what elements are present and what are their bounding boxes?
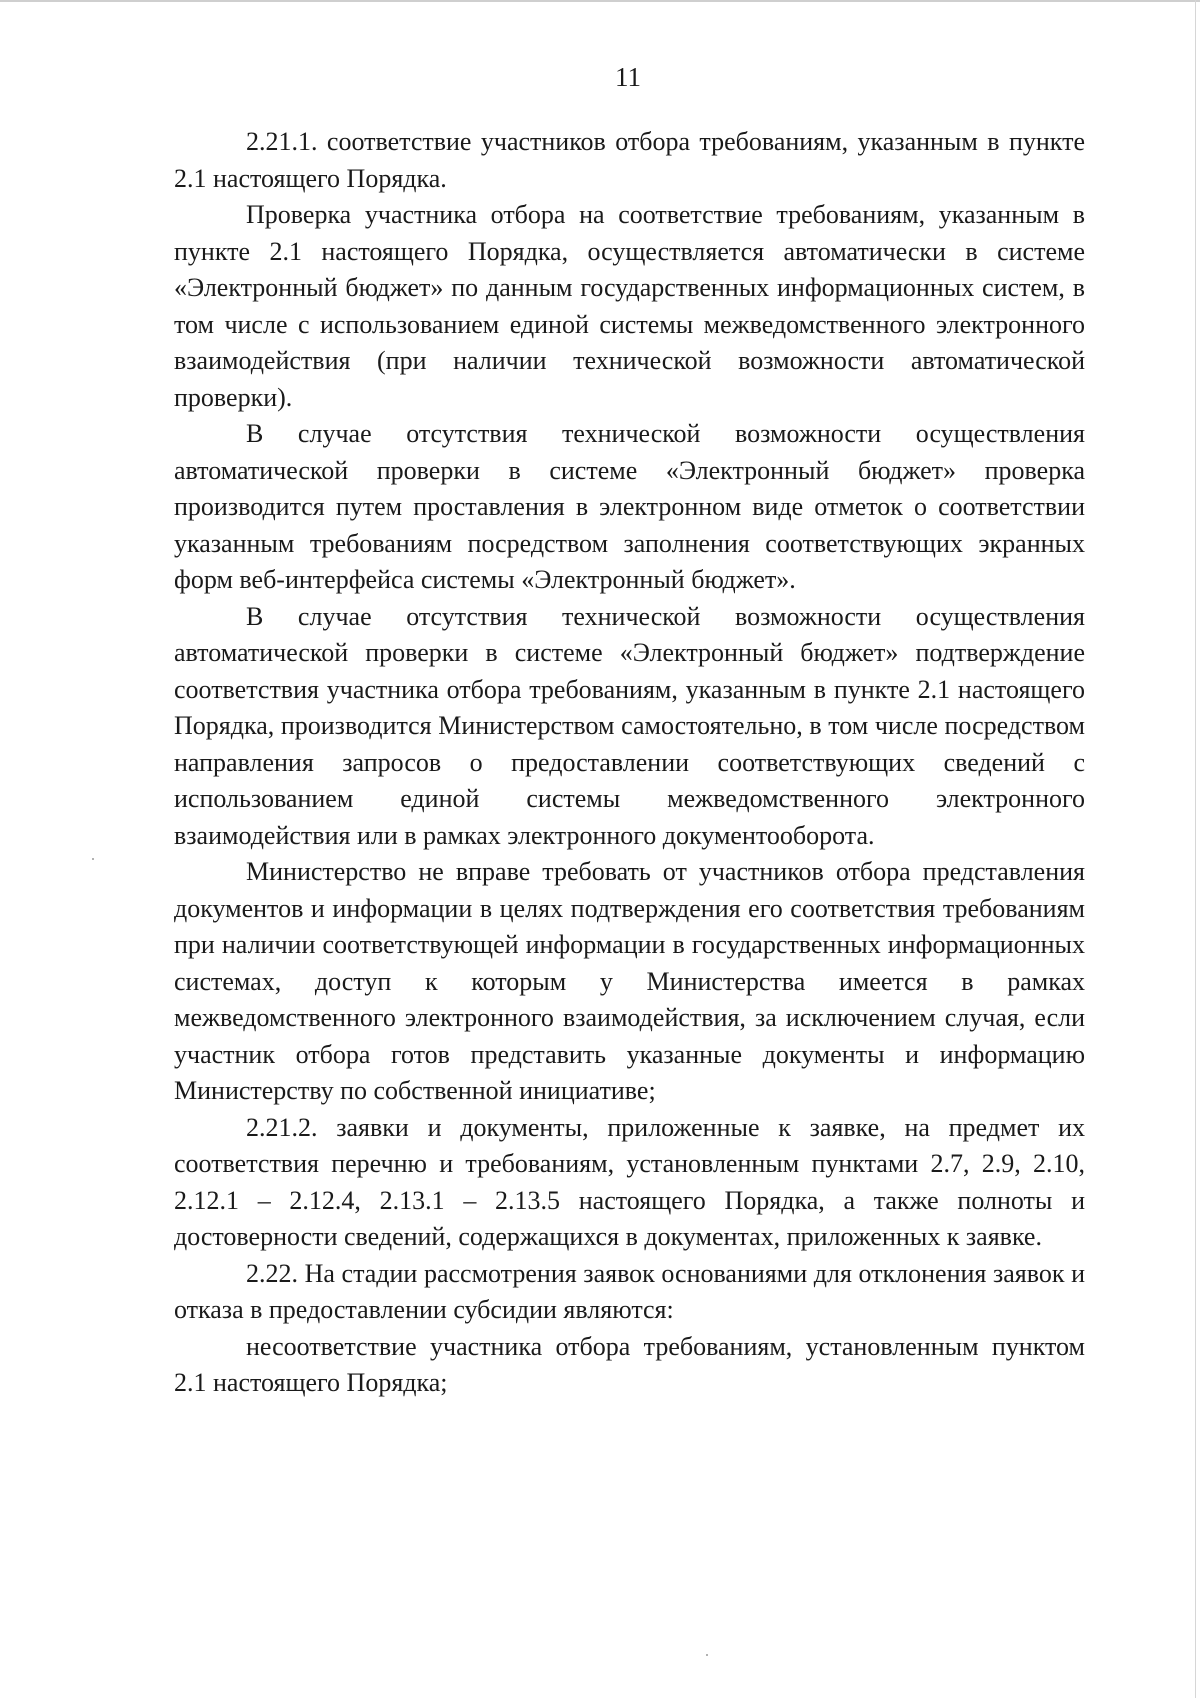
scan-right-edge [1195, 0, 1196, 1698]
paragraph-ministry-not-entitled: Министерство не вправе требовать от участников отбора представления документов и информации в целях подтверждения его соответствия требованиям при наличии соответствующей информации в государственных информационных системах, доступ к которым у Министерства имеется в рамках межведомственного электронного взаимодействия, за исключением случая, если участник отбора готов представить указанные документы и информацию Министерству по собственной инициативе; [174, 857, 1085, 1105]
scan-top-edge [0, 0, 1200, 2]
paragraph-2-22: 2.22. На стадии рассмотрения заявок основаниями для отклонения заявок и отказа в предоставлении субсидии являются: [174, 1258, 1085, 1324]
paragraph-manual-marks: В случае отсутствия технической возможности осуществления автоматической проверки в системе «Электронный бюджет» проверка производится путем проставления в электронном виде отметок о соответствии указанным требованиям посредством заполнения соответствующих экранных форм веб-интерфейса системы «Электронный бюджет». [174, 419, 1085, 594]
page-number: 11 [615, 62, 641, 92]
document-body [174, 124, 1085, 1402]
scan-speck [92, 858, 94, 860]
scan-speck [706, 1654, 708, 1656]
paragraph-2-21-2: 2.21.2. заявки и документы, приложенные к заявке, на предмет их соответствия перечню и требованиям, установленным пунктами 2.7, 2.9, 2.10, 2.12.1 – 2.12.4, 2.13.1 – 2.13.5 настоящего Порядка, а также полноты и достоверности сведений, содержащихся в документах, приложенных к заявке. [174, 1112, 1085, 1251]
paragraph-2-21-1: 2.21.1. соответствие участников отбора требованиям, указанным в пункте 2.1 настоящего Порядка. [174, 127, 1085, 193]
paragraph-ministry-confirmation: В случае отсутствия технической возможности осуществления автоматической проверки в системе «Электронный бюджет» подтверждение соответствия участника отбора требованиям, указанным в пункте 2.1 настоящего Порядка, производится Министерством самостоятельно, в том числе посредством направления запросов о предоставлении соответствующих сведений с использованием единой системы межведомственного электронного взаимодействия или в рамках электронного документооборота. [174, 601, 1085, 850]
paragraph-automatic-check: Проверка участника отбора на соответствие требованиям, указанным в пункте 2.1 настоящего Порядка, осуществляется автоматически в системе «Электронный бюджет» по данным государственных информационных систем, в том числе с использованием единой системы межведомственного электронного взаимодействия (при наличии технической возможности автоматической проверки). [174, 200, 1085, 412]
paragraph-nonconformity: несоответствие участника отбора требованиям, установленным пунктом 2.1 настоящего Порядка; [174, 1331, 1085, 1397]
